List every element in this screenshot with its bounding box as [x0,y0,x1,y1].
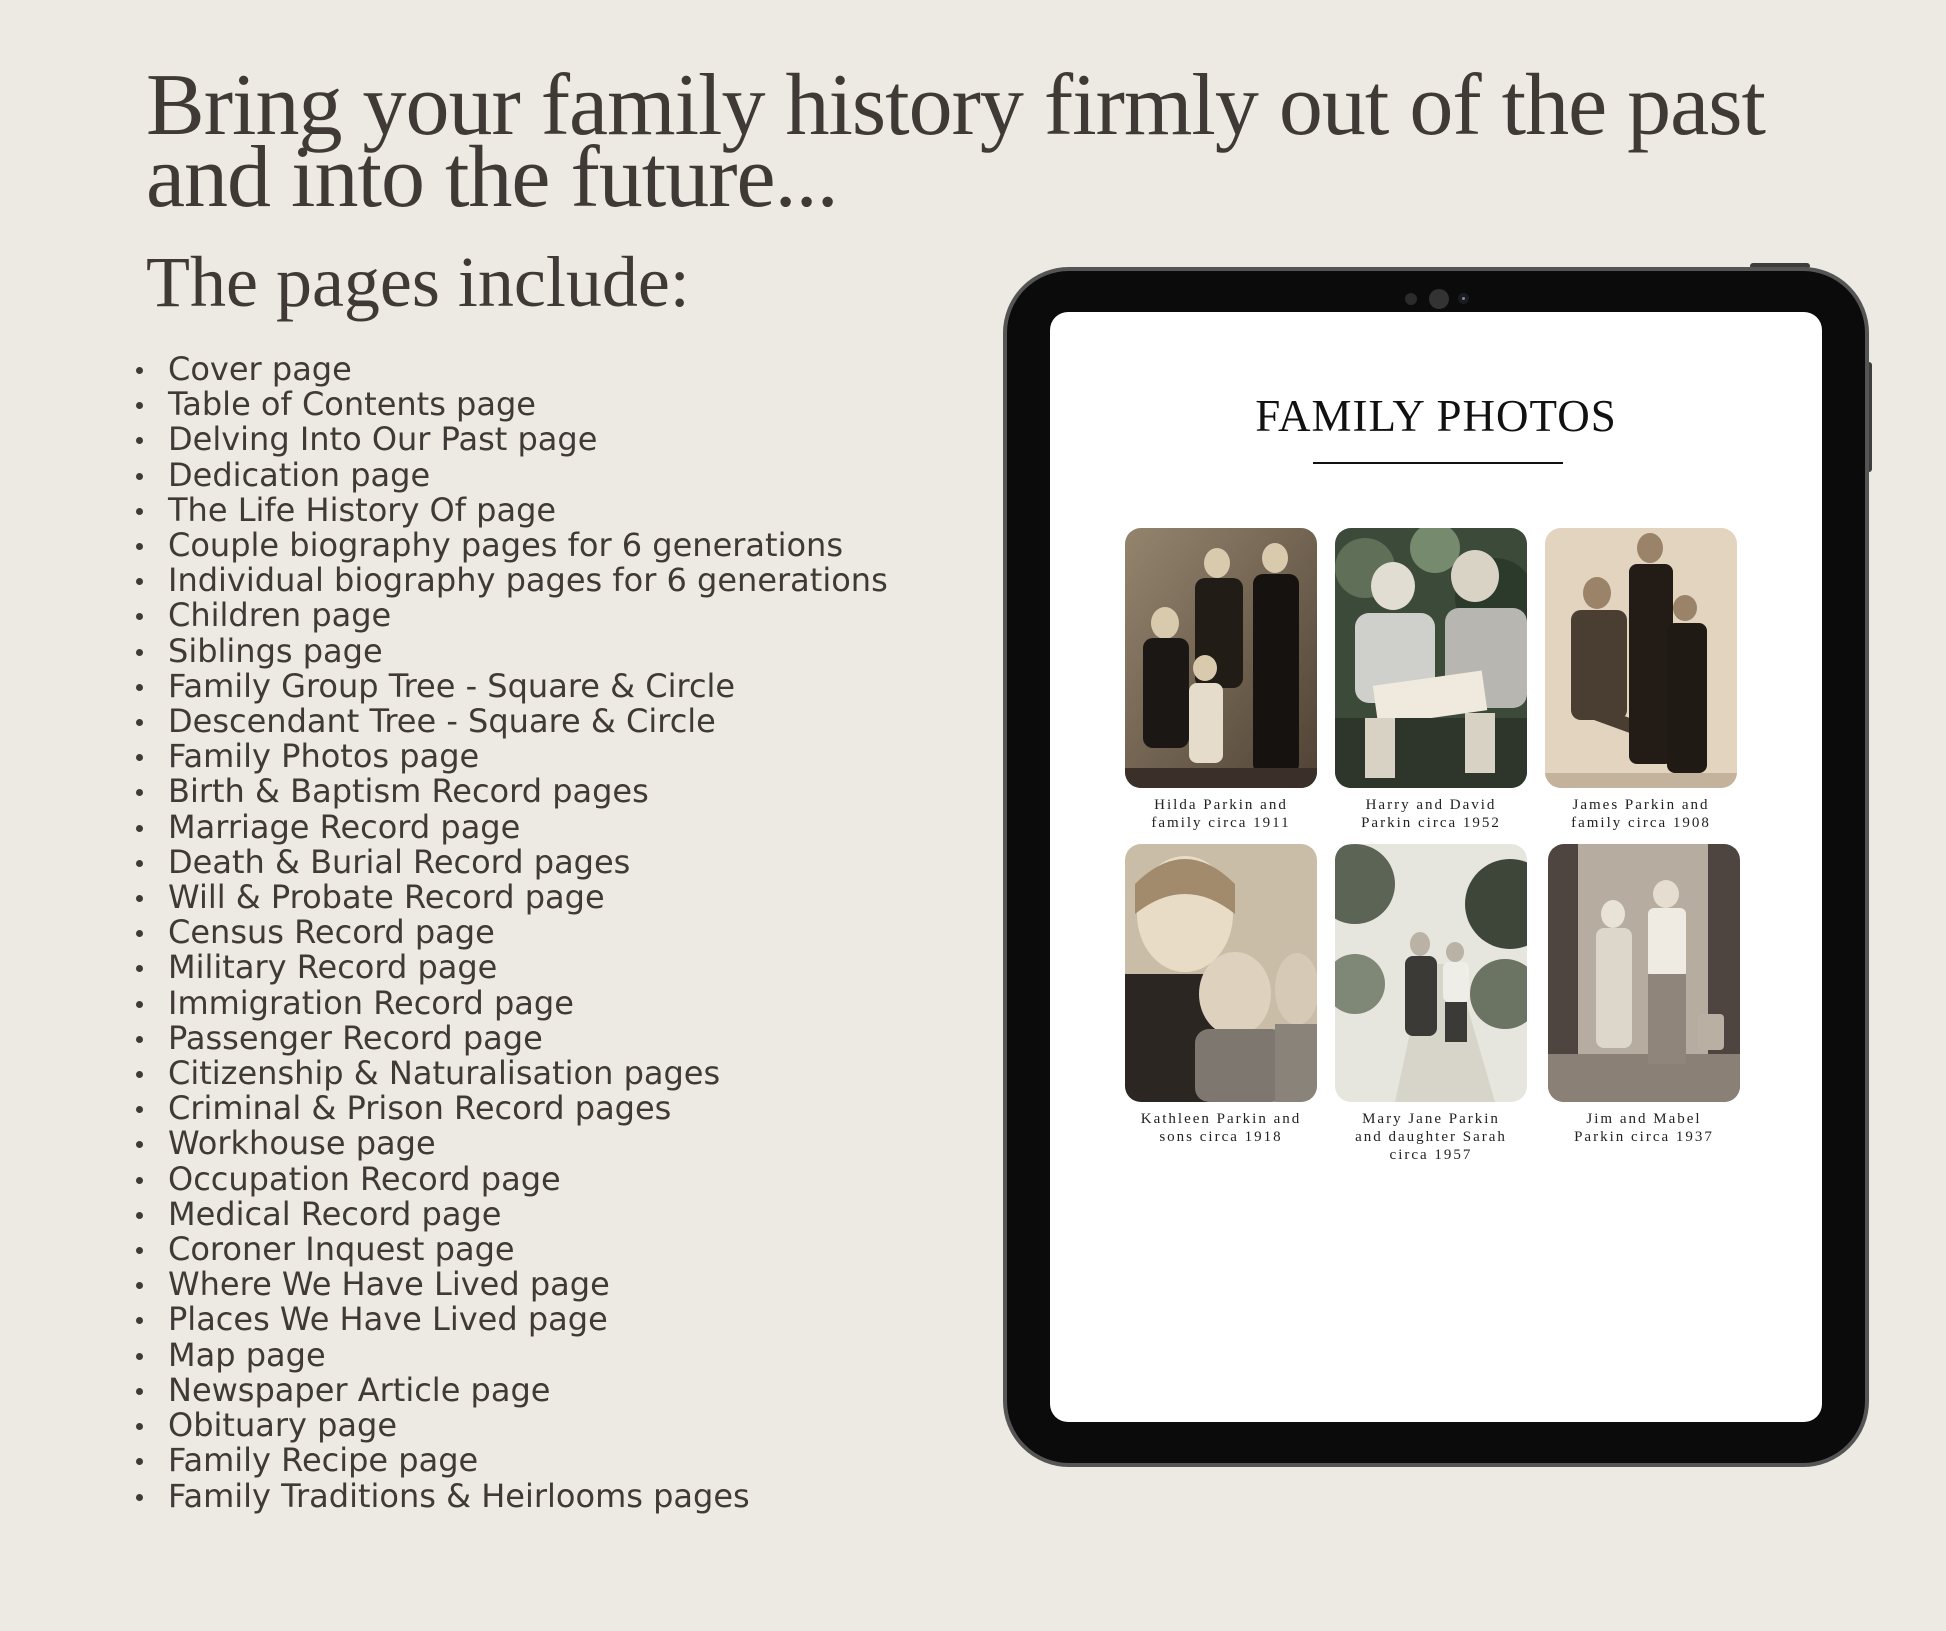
list-item-label: Children page [168,596,392,635]
bullet-icon [136,1001,143,1008]
bullet-icon [136,1317,143,1324]
list-item [133,1091,888,1126]
photo-caption [1335,1110,1527,1164]
headline: Bring your family history firmly out of the past and into the future... [146,57,1765,226]
photo-card [1335,528,1527,832]
photo-card [1125,528,1317,832]
bullet-icon [136,684,143,691]
list-item [133,1018,888,1057]
list-item [133,563,888,598]
photo-image [1335,528,1527,788]
caption-line: Jim and Mabel [1586,1111,1702,1127]
caption-line: Hilda Parkin and [1154,797,1288,813]
list-item-label: Medical Record page [168,1194,502,1233]
bullet-icon [136,1494,143,1501]
list-item [133,1126,888,1161]
caption-line: sons circa 1918 [1159,1129,1283,1145]
list-item [133,1056,888,1091]
list-item-label: Family Group Tree - Square & Circle [168,666,736,705]
list-item [133,352,888,387]
bullet-icon [136,860,143,867]
photo-image [1125,528,1317,788]
photo-caption [1548,1110,1740,1146]
list-item [133,1194,888,1233]
lens-icon [1458,293,1469,304]
bullet-icon [136,1106,143,1113]
list-item-label: Workhouse page [168,1124,436,1163]
bullet-icon [136,1458,143,1465]
list-item-label: Family Photos page [168,737,480,776]
bullet-icon [136,402,143,409]
photo-image [1545,528,1737,788]
screen-title: FAMILY PHOTOS [1255,391,1617,441]
list-item [133,915,888,950]
list-item [133,598,888,633]
list-item-label: Delving Into Our Past page [168,420,598,459]
list-item [133,490,888,529]
bullet-icon [136,649,143,656]
caption-line: Parkin circa 1952 [1361,815,1501,831]
sensor-icon [1405,293,1417,305]
list-item [133,1370,888,1409]
caption-line: and daughter Sarah [1355,1129,1507,1145]
list-item-label: Family Recipe page [168,1441,479,1480]
list-item-label: Couple biography pages for 6 generations [168,526,843,565]
caption-line: circa 1957 [1389,1147,1473,1163]
list-item-label: Descendant Tree - Square & Circle [168,702,716,741]
caption-line: Kathleen Parkin and [1140,1111,1302,1127]
caption-line: family circa 1908 [1571,815,1711,831]
list-item-label: Citizenship & Naturalisation pages [168,1054,721,1093]
list-item [133,950,888,985]
list-item [133,983,888,1022]
list-item-label: Cover page [168,350,352,388]
bullet-icon [136,367,143,374]
list-item [133,1443,888,1478]
title-divider [1313,462,1563,464]
list-item-label: The Life History Of page [168,490,557,529]
bullet-icon [136,930,143,937]
bullet-icon [136,895,143,902]
list-item-label: Marriage Record page [168,807,521,846]
list-item [133,739,888,774]
list-item [133,1408,888,1443]
caption-line: James Parkin and [1572,797,1710,813]
camera-icon [1429,289,1449,309]
bullet-icon [136,1071,143,1078]
bullet-icon [136,578,143,585]
list-item-label: Table of Contents page [168,385,536,424]
bullet-icon [136,1141,143,1148]
photo-card [1548,844,1740,1146]
list-item-label: Newspaper Article page [168,1370,551,1409]
bullet-icon [136,437,143,444]
subheadline: The pages include: [146,242,690,322]
photo-caption [1335,796,1527,832]
photo-card [1125,844,1317,1146]
list-item-label: Family Traditions & Heirlooms pages [168,1476,750,1515]
list-item-label: Census Record page [168,913,495,952]
bullet-icon [136,1212,143,1219]
list-item-label: Passenger Record page [168,1018,543,1057]
list-item-label: Where We Have Lived page [168,1265,610,1304]
bullet-icon [136,508,143,515]
photo-card [1545,528,1737,832]
caption-line: Mary Jane Parkin [1362,1111,1500,1127]
caption-line: family circa 1911 [1151,815,1291,831]
list-item-label: Map page [168,1335,326,1374]
bullet-icon [136,1282,143,1289]
bullet-icon [136,1423,143,1430]
list-item [133,1335,888,1374]
caption-line: Parkin circa 1937 [1574,1129,1714,1145]
bullet-icon [136,1177,143,1184]
page-list [133,352,888,1514]
list-item-label: Coroner Inquest page [168,1230,515,1269]
photo-caption [1125,796,1317,832]
list-item [133,704,888,739]
bullet-icon [136,965,143,972]
list-item [133,631,888,670]
bullet-icon [136,1036,143,1043]
list-item-label: Individual biography pages for 6 generations [168,561,888,600]
list-item [133,1159,888,1198]
list-item [133,880,888,915]
list-item [133,842,888,881]
list-item [133,807,888,846]
list-item-label: Criminal & Prison Record pages [168,1089,672,1128]
list-item-label: Will & Probate Record page [168,878,605,917]
list-item-label: Birth & Baptism Record pages [168,772,649,811]
bullet-icon [136,1353,143,1360]
list-item-label: Dedication page [168,455,431,494]
list-item [133,1232,888,1267]
bullet-icon [136,754,143,761]
list-item [133,1476,888,1515]
list-item [133,1267,888,1302]
list-item [133,1302,888,1337]
tablet-screen [1050,312,1822,1422]
list-item [133,422,888,457]
bullet-icon [136,613,143,620]
bullet-icon [136,543,143,550]
photo-image [1335,844,1527,1102]
bullet-icon [136,1388,143,1395]
list-item [133,774,888,809]
bullet-icon [136,473,143,480]
list-item-label: Obituary page [168,1406,398,1445]
list-item [133,387,888,422]
camera-bar [1391,285,1481,309]
list-item [133,528,888,563]
photo-image [1548,844,1740,1102]
list-item-label: Military Record page [168,948,498,987]
list-item-label: Death & Burial Record pages [168,842,631,881]
photo-caption [1545,796,1737,832]
bullet-icon [136,825,143,832]
list-item-label: Occupation Record page [168,1159,561,1198]
list-item-label: Immigration Record page [168,983,574,1022]
list-item-label: Siblings page [168,631,383,670]
caption-line: Harry and David [1365,797,1497,813]
list-item [133,666,888,705]
photo-image [1125,844,1317,1102]
bullet-icon [136,719,143,726]
list-item [133,455,888,494]
bullet-icon [136,1247,143,1254]
list-item-label: Places We Have Lived page [168,1300,608,1339]
tablet-device [1003,267,1869,1467]
bullet-icon [136,789,143,796]
photo-caption [1125,1110,1317,1146]
photo-card [1335,844,1527,1164]
